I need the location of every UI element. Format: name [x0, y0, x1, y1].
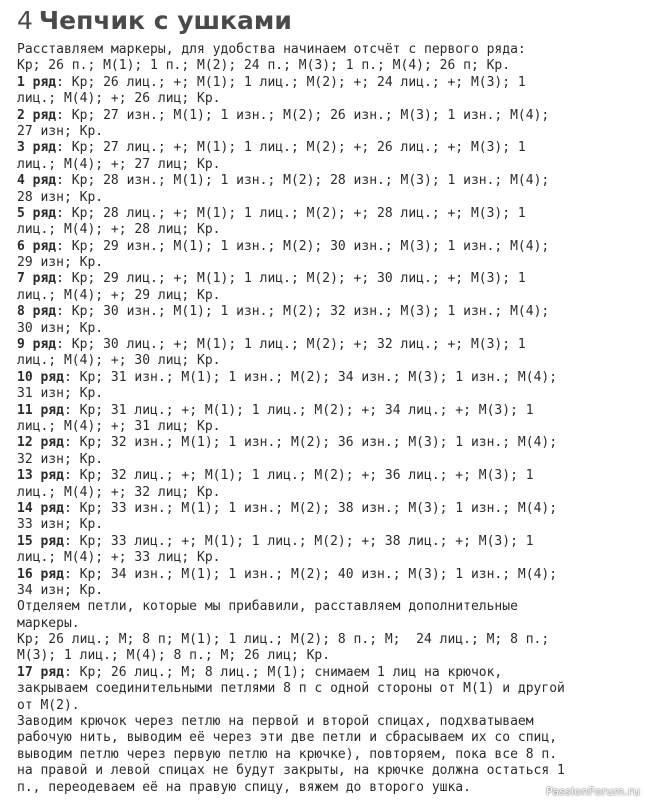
instruction-line [17, 517, 639, 533]
line-text: лиц.; М(4); +; 31 лиц; Кр. [17, 418, 221, 434]
instruction-line [17, 452, 639, 468]
section-title: Чепчик с ушками [38, 6, 292, 35]
line-text: лиц.; М(4); +; 32 лиц; Кр. [17, 484, 221, 500]
line-text: выводим петлю через первую петлю на крючке), повторяем, пока все 8 п. [17, 746, 558, 762]
line-text: : Кр; 34 изн.; М(1); 1 изн.; М(2); 40 изн.; М(3); 1 изн.; М(4); [63, 566, 558, 582]
line-text: от М(2). [17, 697, 80, 713]
row-label: 14 ряд [17, 500, 64, 516]
row-instruction-line [17, 75, 639, 91]
line-text: лиц.; М(4); +; 30 лиц; Кр. [17, 353, 221, 369]
row-instruction-line [17, 567, 639, 583]
instruction-line [17, 583, 639, 599]
line-text: : Кр; 28 лиц.; +; М(1); 1 лиц.; М(2); +; 28 лиц.; +; М(3); 1 [56, 205, 526, 221]
instruction-line [17, 730, 639, 746]
instruction-line [17, 222, 639, 238]
line-text: лиц.; М(4); +; 26 лиц; Кр. [17, 91, 221, 107]
row-label: 9 ряд [17, 337, 57, 353]
row-label: 16 ряд [17, 566, 64, 582]
instruction-line [17, 632, 639, 648]
instruction-line [17, 321, 639, 337]
section-number: 4 [17, 6, 33, 35]
line-text: рабочую нить, выводим её через эти две петли и сбрасываем их со спиц, [17, 730, 558, 746]
line-text: : Кр; 33 изн.; М(1); 1 изн.; М(2); 38 изн.; М(3); 1 изн.; М(4); [63, 500, 558, 516]
instruction-line [17, 353, 639, 369]
row-label: 15 ряд [17, 533, 64, 549]
line-text: Расставляем маркеры, для удобства начинаем отсчёт с первого ряда: [17, 42, 526, 57]
row-instruction-line [17, 271, 639, 287]
line-text: : Кр; 26 лиц.; +; М(1); 1 лиц.; М(2); +; 24 лиц.; +; М(3); 1 [56, 74, 526, 90]
line-text: лиц.; М(4); +; 28 лиц; Кр. [17, 222, 221, 238]
row-label: 12 ряд [17, 435, 64, 451]
instruction-line [17, 485, 639, 501]
instruction-line [17, 91, 639, 107]
line-text: Кр; 26 п.; М(1); 1 п.; М(2); 24 п.; М(3); 1 п.; М(4); 26 п; Кр. [17, 58, 511, 74]
instruction-line [17, 616, 639, 632]
site-watermark: PassionForum.ru [546, 785, 640, 798]
line-text: лиц.; М(4); +; 29 лиц; Кр. [17, 287, 221, 303]
line-text: лиц.; М(4); +; 33 лиц; Кр. [17, 550, 221, 566]
instruction-line [17, 747, 639, 763]
row-label: 13 ряд [17, 468, 64, 484]
line-text: лиц.; М(4); +; 27 лиц; Кр. [17, 156, 221, 172]
row-instruction-line [17, 108, 639, 124]
row-instruction-line [17, 239, 639, 255]
instruction-line [17, 255, 639, 271]
row-instruction-line [17, 403, 639, 419]
row-label: 11 ряд [17, 402, 64, 418]
row-instruction-line [17, 304, 639, 320]
line-text: : Кр; 28 изн.; М(1); 1 изн.; М(2); 28 изн.; М(3); 1 изн.; М(4); [56, 173, 550, 189]
line-text: : Кр; 31 лиц.; +; М(1); 1 лиц.; М(2); +; 34 лиц.; +; М(3); 1 [63, 402, 534, 418]
line-text: 27 изн; Кр. [17, 123, 104, 139]
line-text: 34 изн; Кр. [17, 582, 104, 598]
row-instruction-line [17, 173, 639, 189]
row-instruction-line [17, 370, 639, 386]
instruction-line [17, 42, 639, 58]
instruction-line [17, 681, 639, 697]
instruction-line [17, 419, 639, 435]
line-text: 31 изн; Кр. [17, 386, 104, 402]
row-label: 5 ряд [17, 205, 57, 221]
row-instruction-line [17, 206, 639, 222]
line-text: : Кр; 32 лиц.; +; М(1); 1 лиц.; М(2); +; 36 лиц.; +; М(3); 1 [63, 468, 534, 484]
row-label: 10 ряд [17, 369, 64, 385]
row-instruction-line [17, 534, 639, 550]
row-label: 2 ряд [17, 107, 57, 123]
line-text: Заводим крючок через петлю на первой и второй спицах, подхватываем [17, 714, 534, 730]
row-instruction-line [17, 435, 639, 451]
instruction-line [17, 550, 639, 566]
line-text: М(3); 1 лиц.; М(4); 8 п.; М; 26 лиц; Кр. [17, 648, 331, 664]
instruction-line [17, 599, 639, 615]
line-text: Отделяем петли, которые мы прибавили, расставляем дополнительные [17, 599, 518, 615]
line-text: закрываем соединительными петлями 8 п с одной стороны от М(1) и другой [17, 681, 565, 697]
line-text: : Кр; 30 изн.; М(1); 1 изн.; М(2); 32 изн.; М(3); 1 изн.; М(4); [56, 304, 550, 320]
row-label: 8 ряд [17, 304, 57, 320]
row-instruction-line [17, 140, 639, 156]
instruction-line [17, 58, 639, 74]
line-text: : Кр; 32 изн.; М(1); 1 изн.; М(2); 36 изн.; М(3); 1 изн.; М(4); [63, 435, 558, 451]
line-text: 33 изн; Кр. [17, 517, 104, 533]
line-text: маркеры. [17, 615, 80, 631]
row-label: 17 ряд [17, 664, 64, 680]
instruction-line [17, 648, 639, 664]
line-text: : Кр; 33 лиц.; +; М(1); 1 лиц.; М(2); +; 38 лиц.; +; М(3); 1 [63, 533, 534, 549]
instruction-line [17, 386, 639, 402]
row-label: 4 ряд [17, 173, 57, 189]
line-text: 29 изн; Кр. [17, 255, 104, 271]
line-text: : Кр; 26 лиц.; М; 8 лиц.; М(1); снимаем 1 лиц на крючок, [63, 664, 503, 680]
line-text: на правой и левой спицах не будут закрыты, на крючке должна остаться 1 [17, 763, 565, 779]
instruction-line [17, 714, 639, 730]
row-instruction-line [17, 468, 639, 484]
row-instruction-line [17, 337, 639, 353]
line-text: 28 изн; Кр. [17, 189, 104, 205]
row-label: 3 ряд [17, 140, 57, 156]
line-text: : Кр; 27 лиц.; +; М(1); 1 лиц.; М(2); +; 26 лиц.; +; М(3); 1 [56, 140, 526, 156]
instruction-line [17, 763, 639, 779]
instruction-line [17, 157, 639, 173]
line-text: 32 изн; Кр. [17, 451, 104, 467]
instruction-line [17, 698, 639, 714]
instruction-line [17, 190, 639, 206]
row-label: 6 ряд [17, 238, 57, 254]
instruction-line [17, 288, 639, 304]
instructions-text [17, 42, 639, 796]
line-text: : Кр; 29 изн.; М(1); 1 изн.; М(2); 30 изн.; М(3); 1 изн.; М(4); [56, 238, 550, 254]
instruction-line [17, 124, 639, 140]
row-label: 7 ряд [17, 271, 57, 287]
line-text: : Кр; 29 лиц.; +; М(1); 1 лиц.; М(2); +; 30 лиц.; +; М(3); 1 [56, 271, 526, 287]
line-text: : Кр; 30 лиц.; +; М(1); 1 лиц.; М(2); +; 32 лиц.; +; М(3); 1 [56, 337, 526, 353]
page-title [17, 4, 292, 38]
line-text: : Кр; 31 изн.; М(1); 1 изн.; М(2); 34 изн.; М(3); 1 изн.; М(4); [63, 369, 558, 385]
row-label: 1 ряд [17, 74, 57, 90]
line-text: Кр; 26 лиц.; М; 8 п; М(1); 1 лиц.; М(2); 8 п.; М; 24 лиц.; М; 8 п.; [17, 632, 550, 648]
line-text: 30 изн; Кр. [17, 320, 104, 336]
row-instruction-line [17, 501, 639, 517]
line-text: п., переодеваем её на правую спицу, вяжем до второго ушка. [17, 779, 471, 795]
line-text: : Кр; 27 изн.; М(1); 1 изн.; М(2); 26 изн.; М(3); 1 изн.; М(4); [56, 107, 550, 123]
row-instruction-line [17, 665, 639, 681]
